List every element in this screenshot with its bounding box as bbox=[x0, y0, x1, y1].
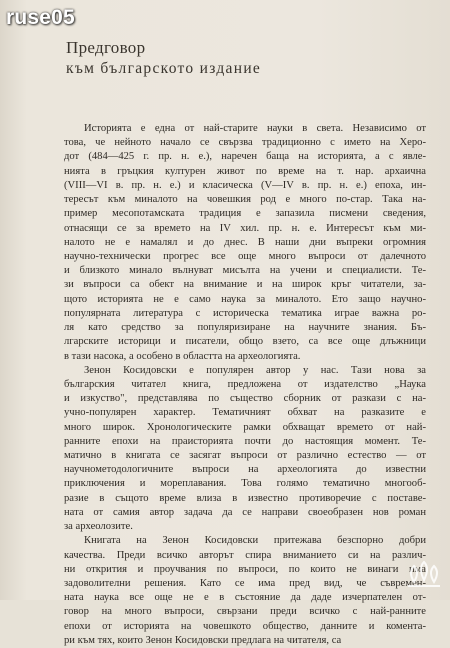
text-line: ната наука все още не е в състояние да даде изчерпателен от- bbox=[64, 592, 426, 604]
text-line: Книгата на Зенон Косидовски притежава безспорно добри bbox=[84, 535, 426, 547]
text-line: говор на много въпроси, свързани преди всичко с най-ранните bbox=[64, 606, 426, 618]
text-line: в тази насока, а особено в областта на археологията. bbox=[64, 350, 301, 362]
text-line: ната от самия автор задача да се направи своеобразен нов роман bbox=[64, 506, 426, 518]
page-title: Предговор bbox=[66, 38, 146, 57]
text-line: разие в същото време влиза в известно противоречие с поставе- bbox=[64, 492, 426, 504]
text-line: много широк. Хронологическите рамки обхващат времето от най- bbox=[64, 421, 426, 433]
paragraph bbox=[64, 122, 426, 364]
text-line: за археолозите. bbox=[64, 521, 133, 533]
watermark-logo: ruse05 bbox=[6, 6, 75, 29]
text-line: ни открития и проучвания по въпроси, по които не винаги има bbox=[64, 563, 426, 575]
text-line: Зенон Косидовски е популярен автор у нас. Тази нова за bbox=[84, 364, 426, 376]
text-line: налото не е намалял и до днес. В наши дни въпреки огромния bbox=[64, 236, 426, 248]
text-line: приключения и мореплавания. Това голямо тематично многооб- bbox=[64, 478, 426, 490]
paragraph bbox=[64, 534, 426, 648]
text-line: ри към тях, които Зенон Косидовски предлага на читателя, са bbox=[64, 634, 342, 646]
text-line: научно-технически прогрес все още много въпроси от далечното bbox=[64, 250, 426, 262]
text-line: Историята е една от най-старите науки в света. Независимо от bbox=[84, 123, 426, 134]
text-line: това, че нейното начало се свързва традиционно с името на Херо- bbox=[64, 137, 426, 149]
text-line: и близкото минало вълнуват мисълта на учени и специалисти. Те- bbox=[64, 265, 426, 277]
text-line: зи въпроси са обект на внимание и на широк кръг читатели, за- bbox=[64, 279, 426, 291]
text-line: научнометодологичните въпроси на археологията до известни bbox=[64, 464, 426, 476]
text-line: тересът към миналото на човешкия род е много по-стар. Така на- bbox=[64, 194, 426, 206]
text-line: дот (484—425 г. пр. н. е.), наречен баща на историята, а с явле- bbox=[64, 151, 426, 163]
text-line: задоволителни решения. Като се има пред вид, че съвремен- bbox=[64, 578, 426, 589]
text-line: българския читател книга, предложена от издателство „Наука bbox=[64, 378, 426, 390]
text-line: ля като средство за популяризиране на научните знания. Бъ- bbox=[64, 322, 426, 334]
page-subtitle: към българското издание bbox=[66, 60, 262, 77]
paragraph bbox=[64, 364, 426, 535]
text-line: епохи от историята на човешкото общество, данните и комента- bbox=[64, 620, 426, 632]
text-line: ранните епохи на праисторията почти до настоящия момент. Те- bbox=[64, 435, 426, 447]
text-line: популярната литература с историческа тематика играе важна ро- bbox=[64, 307, 426, 319]
text-line: качества. Преди всичко авторът спира вниманието си на различ- bbox=[64, 549, 426, 561]
text-line: отнасящи се за времето на IV хил. пр. н. е. Интересът към ми- bbox=[64, 222, 426, 234]
text-line: матично в книгата се засягат въпроси от различно естество — от bbox=[64, 450, 426, 462]
stamp-logo-icon bbox=[400, 560, 448, 598]
text-line: лгарските историци и писатели, общо взето, са все още длъжници bbox=[64, 336, 426, 348]
text-line: учно-популярен характер. Тематичният обхват на разказите е bbox=[64, 407, 426, 419]
text-line: (VIII—VI в. пр. н. е.) и класическа (V—IV в. пр. н. е.) епоха, ин- bbox=[64, 179, 426, 191]
text-line: и изкуство", представлява по същество сборник от разкази с на- bbox=[64, 393, 426, 405]
text-line: нията в гръцкия културен живот по време на т. нар. архаична bbox=[64, 165, 426, 177]
body-text bbox=[64, 122, 426, 648]
text-line: пример месопотамската традиция е запазила писмени сведения, bbox=[64, 208, 426, 220]
text-line: щото историята не е само наука за миналото. Ето защо научно- bbox=[64, 293, 426, 305]
